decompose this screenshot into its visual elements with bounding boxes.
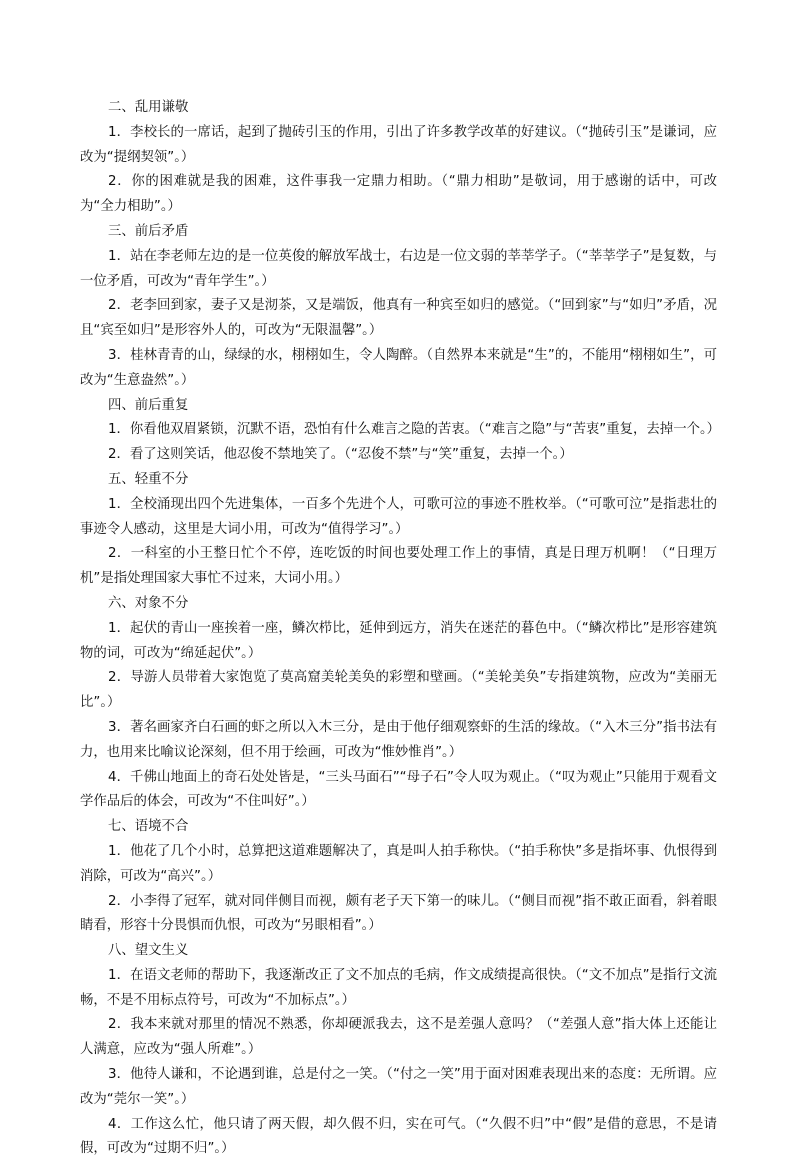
example-item: 1．李校长的一席话，起到了抛砖引玉的作用，引出了许多教学改革的好建议。（“抛砖引玉”是谦词，应改为“提纲契领”。） — [80, 124, 717, 165]
example-item: 2．一科室的小王整日忙个不停，连吃饭的时间也要处理工作上的事情，真是日理万机啊！（“日理万机”是指处理国家大事忙不过来，大词小用。） — [80, 546, 717, 587]
example-item: 2．老李回到家，妻子又是沏茶，又是端饭，他真有一种宾至如归的感觉。（“回到家”与“如归”矛盾，况且“宾至如归”是形容外人的，可改为“无限温馨”。） — [80, 298, 717, 339]
example-item: 2．看了这则笑话，他忍俊不禁地笑了。（“忍俊不禁”与“笑”重复，去掉一个。） — [108, 447, 573, 463]
example-item: 1．在语文老师的帮助下，我逐渐改正了文不加点的毛病，作文成绩提高很快。（“文不加点”是指行文流畅，不是不用标点符号，可改为“不加标点”。） — [80, 967, 717, 1008]
section-heading: 六、对象不分 — [108, 595, 189, 611]
section-misused-honorifics — [80, 96, 717, 220]
section-heading: 四、前后重复 — [108, 397, 189, 413]
section-context-mismatch — [80, 815, 717, 939]
example-item: 2．你的困难就是我的困难，这件事我一定鼎力相助。（“鼎力相助”是敬词，用于感谢的话中，可改为“全力相助”。） — [80, 174, 717, 215]
section-contradiction — [80, 220, 717, 394]
section-heading: 二、乱用谦敬 — [108, 100, 189, 115]
example-item: 1．站在李老师左边的是一位英俊的解放军战士，右边是一位文弱的莘莘学子。（“莘莘学子”是复数，与一位矛盾，可改为“青年学生”。） — [80, 248, 717, 289]
example-item: 4．工作这么忙，他只请了两天假，却久假不归，实在可气。（“久假不归”中“假”是借的意思，不是请假，可改为“过期不归”。） — [80, 1116, 717, 1157]
section-heading: 三、前后矛盾 — [108, 223, 189, 239]
example-item: 1．起伏的青山一座挨着一座，鳞次栉比，延伸到远方，消失在迷茫的暮色中。（“鳞次栉比”是形容建筑物的词，可改为“绵延起伏”。） — [80, 620, 717, 661]
document-page — [80, 96, 721, 1162]
section-heading: 七、语境不合 — [108, 819, 189, 835]
example-item: 1．全校涌现出四个先进集体，一百多个先进个人，可歌可泣的事迹不胜枚举。（“可歌可泣”是指悲壮的事迹令人感动，这里是大词小用，可改为“值得学习”。） — [80, 496, 717, 537]
example-item: 1．你看他双眉紧锁，沉默不语，恐怕有什么难言之隐的苦衷。（“难言之隐”与“苦衷”重复，去掉一个。） — [108, 422, 721, 438]
example-item: 3．桂林青青的山，绿绿的水，栩栩如生，令人陶醉。（自然界本来就是“生”的，不能用“栩栩如生”，可改为“生意盎然”。） — [80, 347, 717, 388]
example-item: 2．导游人员带着大家饱览了莫高窟美轮美奂的彩塑和壁画。（“美轮美奂”专指建筑物，应改为“美丽无比”。） — [80, 670, 717, 711]
section-heading: 八、望文生义 — [108, 943, 189, 959]
example-item: 3．著名画家齐白石画的虾之所以入木三分，是由于他仔细观察虾的生活的缘故。（“入木三分”指书法有力，也用来比喻议论深刻，但不用于绘画，可改为“惟妙惟肖”。） — [80, 719, 717, 760]
section-wrong-object — [80, 592, 717, 815]
example-item: 4．千佛山地面上的奇石处处皆是，“三头马面石”“母子石”令人叹为观止。（“叹为观止”只能用于观看文学作品后的体会，可改为“不住叫好”。） — [80, 769, 717, 810]
section-heading: 五、轻重不分 — [108, 471, 189, 487]
example-item: 3．他待人谦和，不论遇到谁，总是付之一笑。（“付之一笑”用于面对困难表现出来的态度：无所谓。应改为“莞尔一笑”。） — [80, 1067, 717, 1107]
section-repetition — [80, 394, 721, 468]
example-item: 2．小李得了冠军，就对同伴侧目而视，颇有老子天下第一的味儿。（“侧目而视”指不敢正面看，斜着眼睛看，形容十分畏惧而仇恨，可改为“另眼相看”。） — [80, 893, 717, 934]
example-item: 1．他花了几个小时，总算把这道难题解决了，真是叫人拍手称快。（“拍手称快”多是指坏事、仇恨得到消除，可改为“高兴”。） — [80, 843, 717, 884]
section-weight-mismatch — [80, 468, 717, 592]
example-item: 2．我本来就对那里的情况不熟悉，你却硬派我去，这不是差强人意吗？（“差强人意”指大体上还能让人满意，应改为“强人所难”。） — [80, 1017, 717, 1058]
section-literal-misreading — [80, 939, 717, 1162]
